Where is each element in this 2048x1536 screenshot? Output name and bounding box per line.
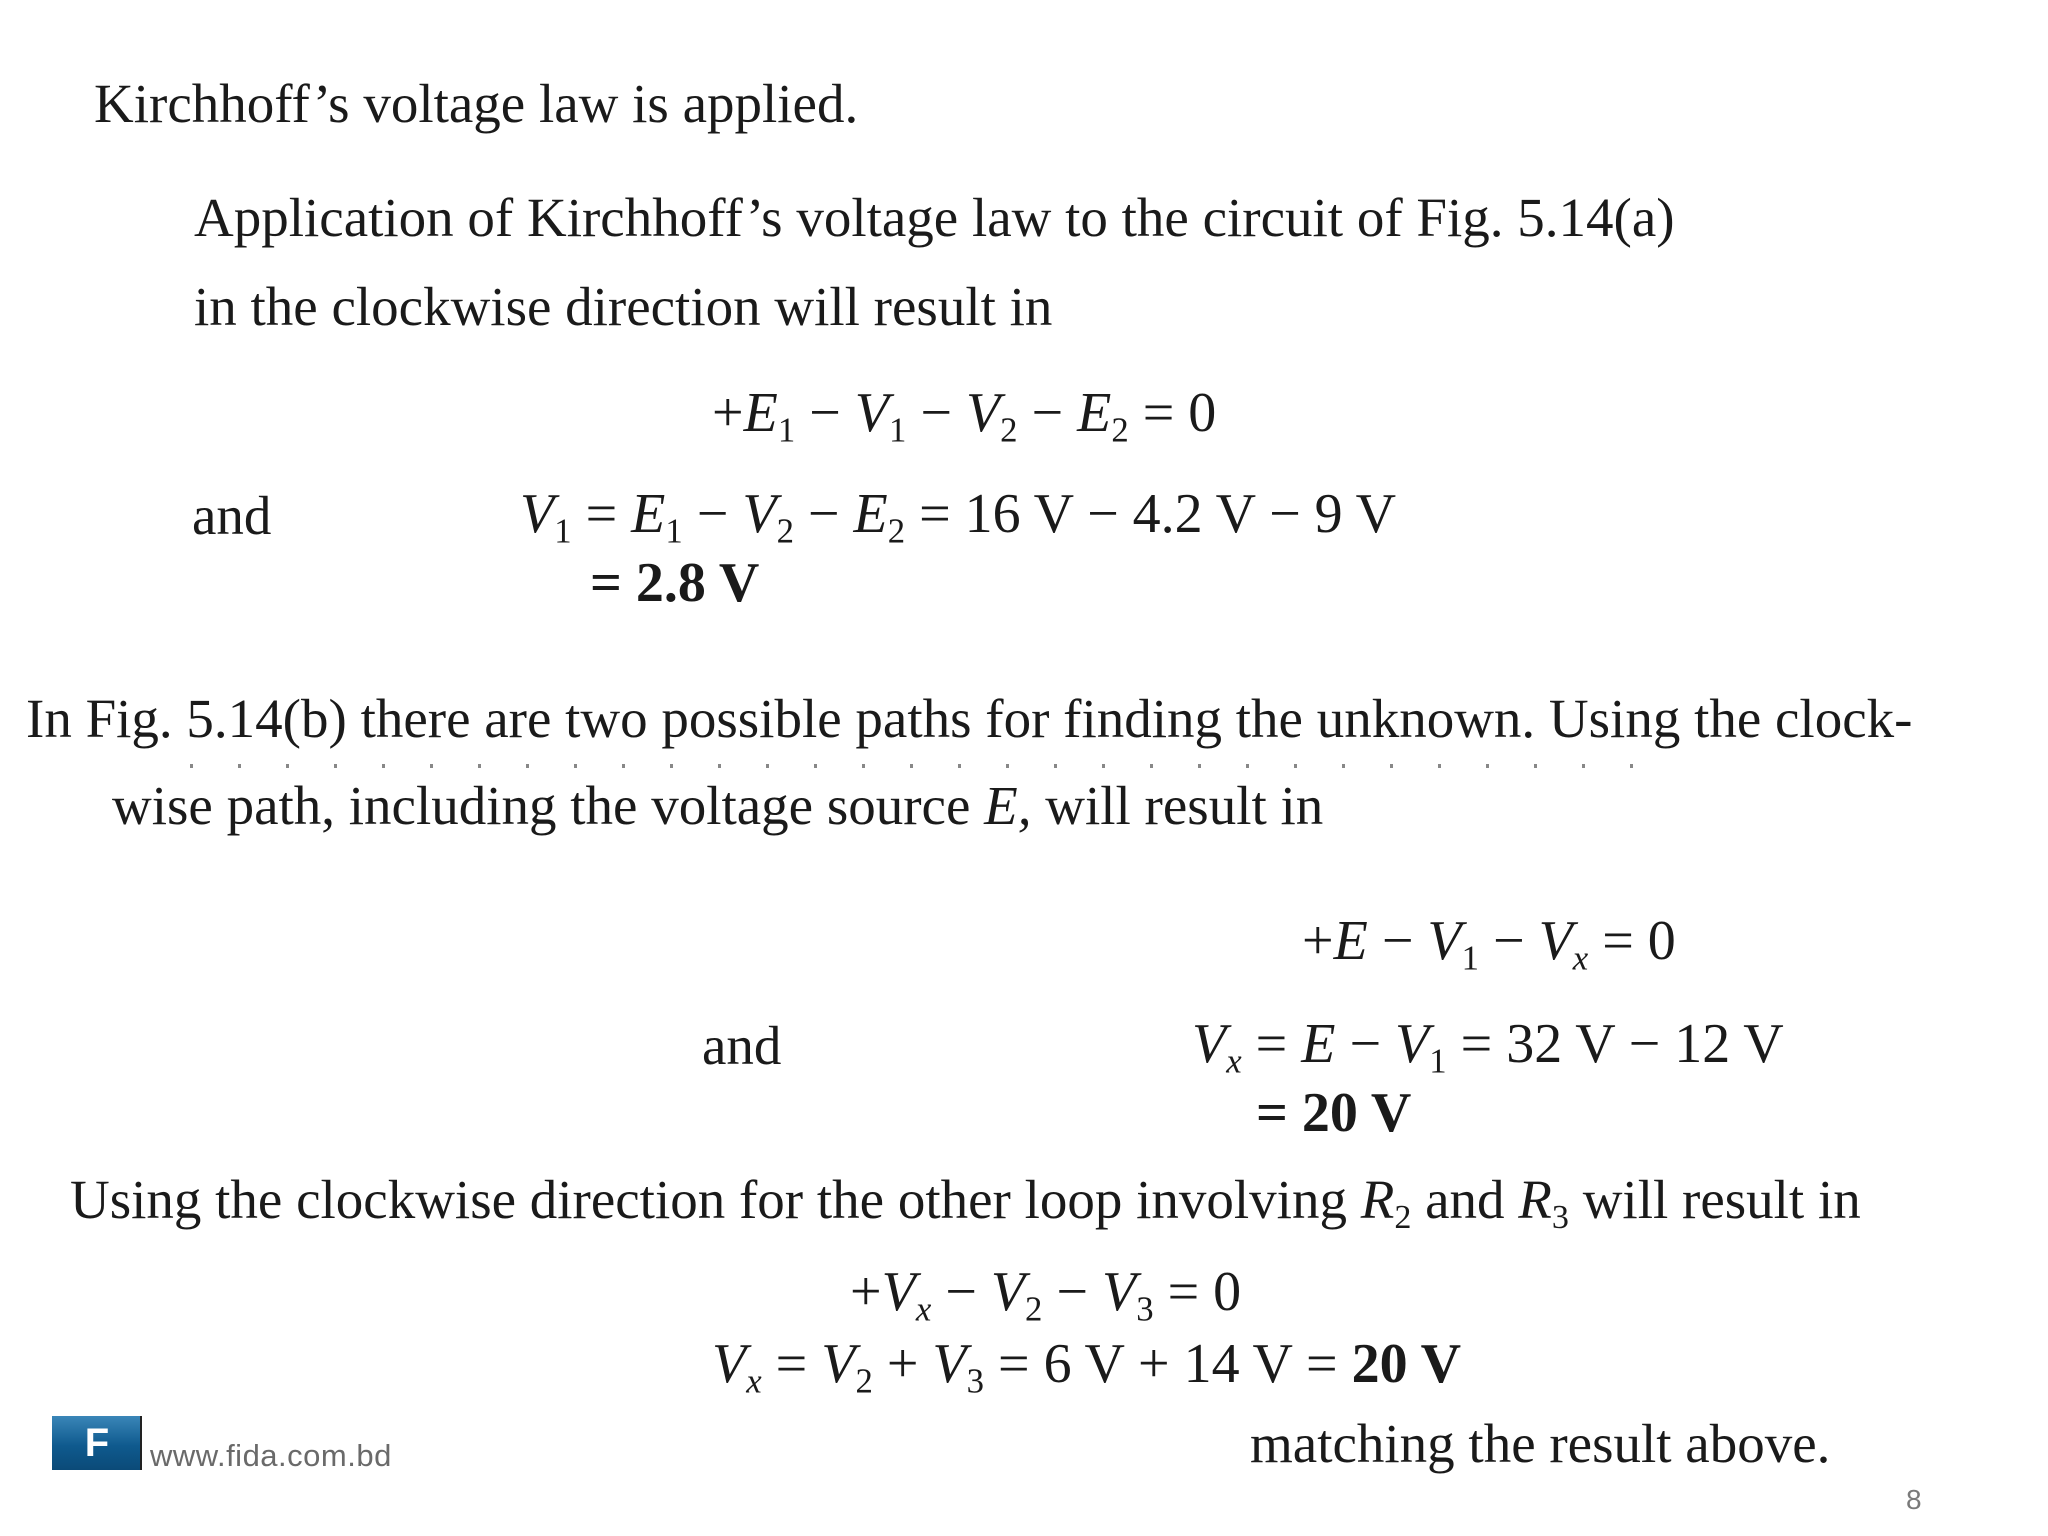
- equation-v1-result: = 2.8 V: [590, 552, 760, 614]
- equation-vx-result: = 20 V: [1256, 1082, 1412, 1144]
- equation-kvl-loop-a: $+E_1 - V_1 - V_2 - E_2 = 0$: [712, 382, 1217, 450]
- equation-vx-check-result: 20 V: [1351, 1333, 1462, 1395]
- scan-artifact-dashes: [190, 764, 1640, 768]
- equation-kvl-loop-c: $+V_x - V_2 - V_3 = 0$: [850, 1261, 1242, 1329]
- equation-vx-rhs: = 32 V − 12 V: [1460, 1013, 1784, 1075]
- equation-vx-check: $V_x = V_2 + V_3 = 6$ V + 14 V = 20 V: [712, 1333, 1462, 1401]
- equation-vx-check-rhs: = 6 V + 14 V =: [997, 1333, 1338, 1395]
- fida-logo-icon: F: [52, 1416, 142, 1470]
- equation-v1-rhs: = 16 V − 4.2 V − 9 V: [919, 483, 1397, 545]
- page-number: 8: [1906, 1484, 1922, 1515]
- paragraph-2-line-2: in the clockwise direction will result in: [194, 276, 1053, 337]
- and-label-2: and: [702, 1015, 782, 1076]
- equation-v1-solve: $V_1 = E_1 - V_2 - E_2 = 16$ V − 4.2 V − 9 V: [520, 483, 1397, 551]
- paragraph-2-line-1: Application of Kirchhoff’s voltage law to the circuit of Fig. 5.14(a): [194, 187, 1675, 248]
- paragraph-3-line-2: wise path, including the voltage source E, will result in: [112, 775, 1324, 836]
- paragraph-5: matching the result above.: [1250, 1413, 1831, 1474]
- and-label-1: and: [192, 485, 272, 546]
- equation-vx-solve: $V_x = E - V_1 = 32$ V − 12 V: [1192, 1013, 1784, 1081]
- equation-kvl-loop-b: $+E - V_1 - V_x = 0$: [1302, 910, 1676, 978]
- intro-sentence: Kirchhoff’s voltage law is applied.: [94, 73, 859, 134]
- website-url: www.fida.com.bd: [150, 1438, 392, 1473]
- paragraph-4: Using the clockwise direction for the other loop involving $R_2$ and $R_3$ will result in: [70, 1169, 1861, 1237]
- paragraph-3-line-1: In Fig. 5.14(b) there are two possible paths for finding the unknown. Using the clock-: [26, 688, 1913, 749]
